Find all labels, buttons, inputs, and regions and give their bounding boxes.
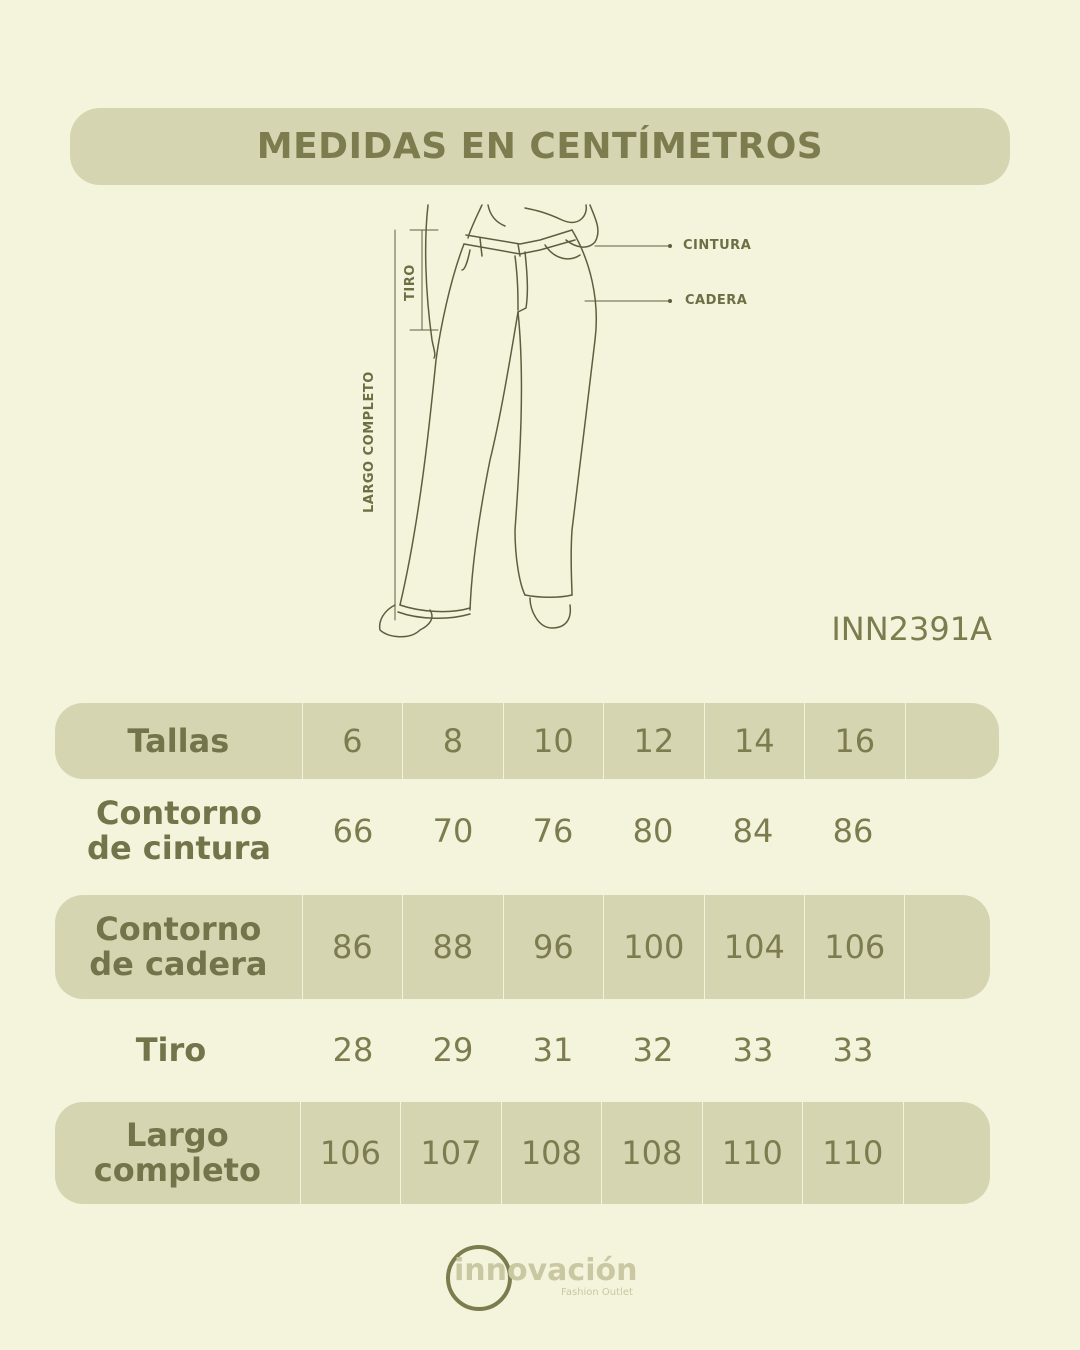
size-cell: 10 [503,703,603,779]
value-cell: 32 [632,1031,674,1069]
value-cell: 84 [732,812,774,850]
table-row-tiro [55,1015,999,1085]
row-label-line1: Largo [126,1116,229,1154]
cadera-label: CADERA [685,293,748,308]
value-cell: 66 [332,812,374,850]
title-banner [70,108,1010,185]
value-cell: 28 [332,1031,374,1069]
row-label [55,1030,303,1069]
tiro-label: TIRO [403,264,418,301]
value-cell: 33 [832,1031,874,1069]
page-title: MEDIDAS EN CENTÍMETROS [256,126,824,167]
empty-cell [903,1102,991,1204]
table-row-cadera [55,895,990,999]
empty-cell [904,895,990,999]
value-cell: 106 [804,895,904,999]
value-cell: 86 [832,812,874,850]
size-cell: 14 [704,703,804,779]
row-label-line2: de cadera [89,945,268,983]
tallas-label: Tallas [127,721,230,760]
jeans-illustration [340,200,780,650]
value-cell: 110 [802,1102,902,1204]
value-cell: 108 [501,1102,601,1204]
value-cell: 29 [432,1031,474,1069]
brand-tagline: Fashion Outlet [561,1287,633,1298]
row-label-line1: Contorno [95,794,263,832]
value-cell: 70 [432,812,474,850]
row-label-line1: Contorno [95,910,262,948]
size-cell: 8 [402,703,502,779]
table-row-largo [55,1102,990,1204]
value-cell: 33 [732,1031,774,1069]
row-label-line1: Tiro [135,1030,207,1069]
size-cell: 16 [804,703,904,779]
brand-name: innovación [454,1253,638,1288]
value-cell: 106 [300,1102,400,1204]
cintura-marker-dot [668,244,672,248]
value-cell: 76 [532,812,574,850]
value-cell: 104 [704,895,804,999]
value-cell: 96 [503,895,603,999]
value-cell: 86 [302,895,402,999]
cadera-marker-dot [668,299,672,303]
value-cell: 31 [532,1031,574,1069]
product-code: INN2391A [831,610,992,648]
size-cell: 12 [603,703,703,779]
row-label [55,912,302,982]
size-cell: 6 [302,703,402,779]
largo-completo-label: LARGO COMPLETO [362,371,377,513]
value-cell: 110 [702,1102,802,1204]
row-label-line2: completo [93,1151,261,1189]
table-row-cintura [55,790,999,872]
empty-cell [903,1015,997,1085]
row-label [55,796,303,866]
row-label [55,1118,300,1188]
value-cell: 108 [601,1102,701,1204]
value-cell: 100 [603,895,703,999]
value-cell: 88 [402,895,502,999]
brand-logo [444,1243,644,1313]
table-header-row [55,703,999,779]
value-cell: 80 [632,812,674,850]
empty-cell [903,790,997,872]
cintura-label: CINTURA [683,238,752,253]
value-cell: 107 [400,1102,500,1204]
empty-cell [905,703,1000,779]
row-label-line2: de cintura [87,829,271,867]
